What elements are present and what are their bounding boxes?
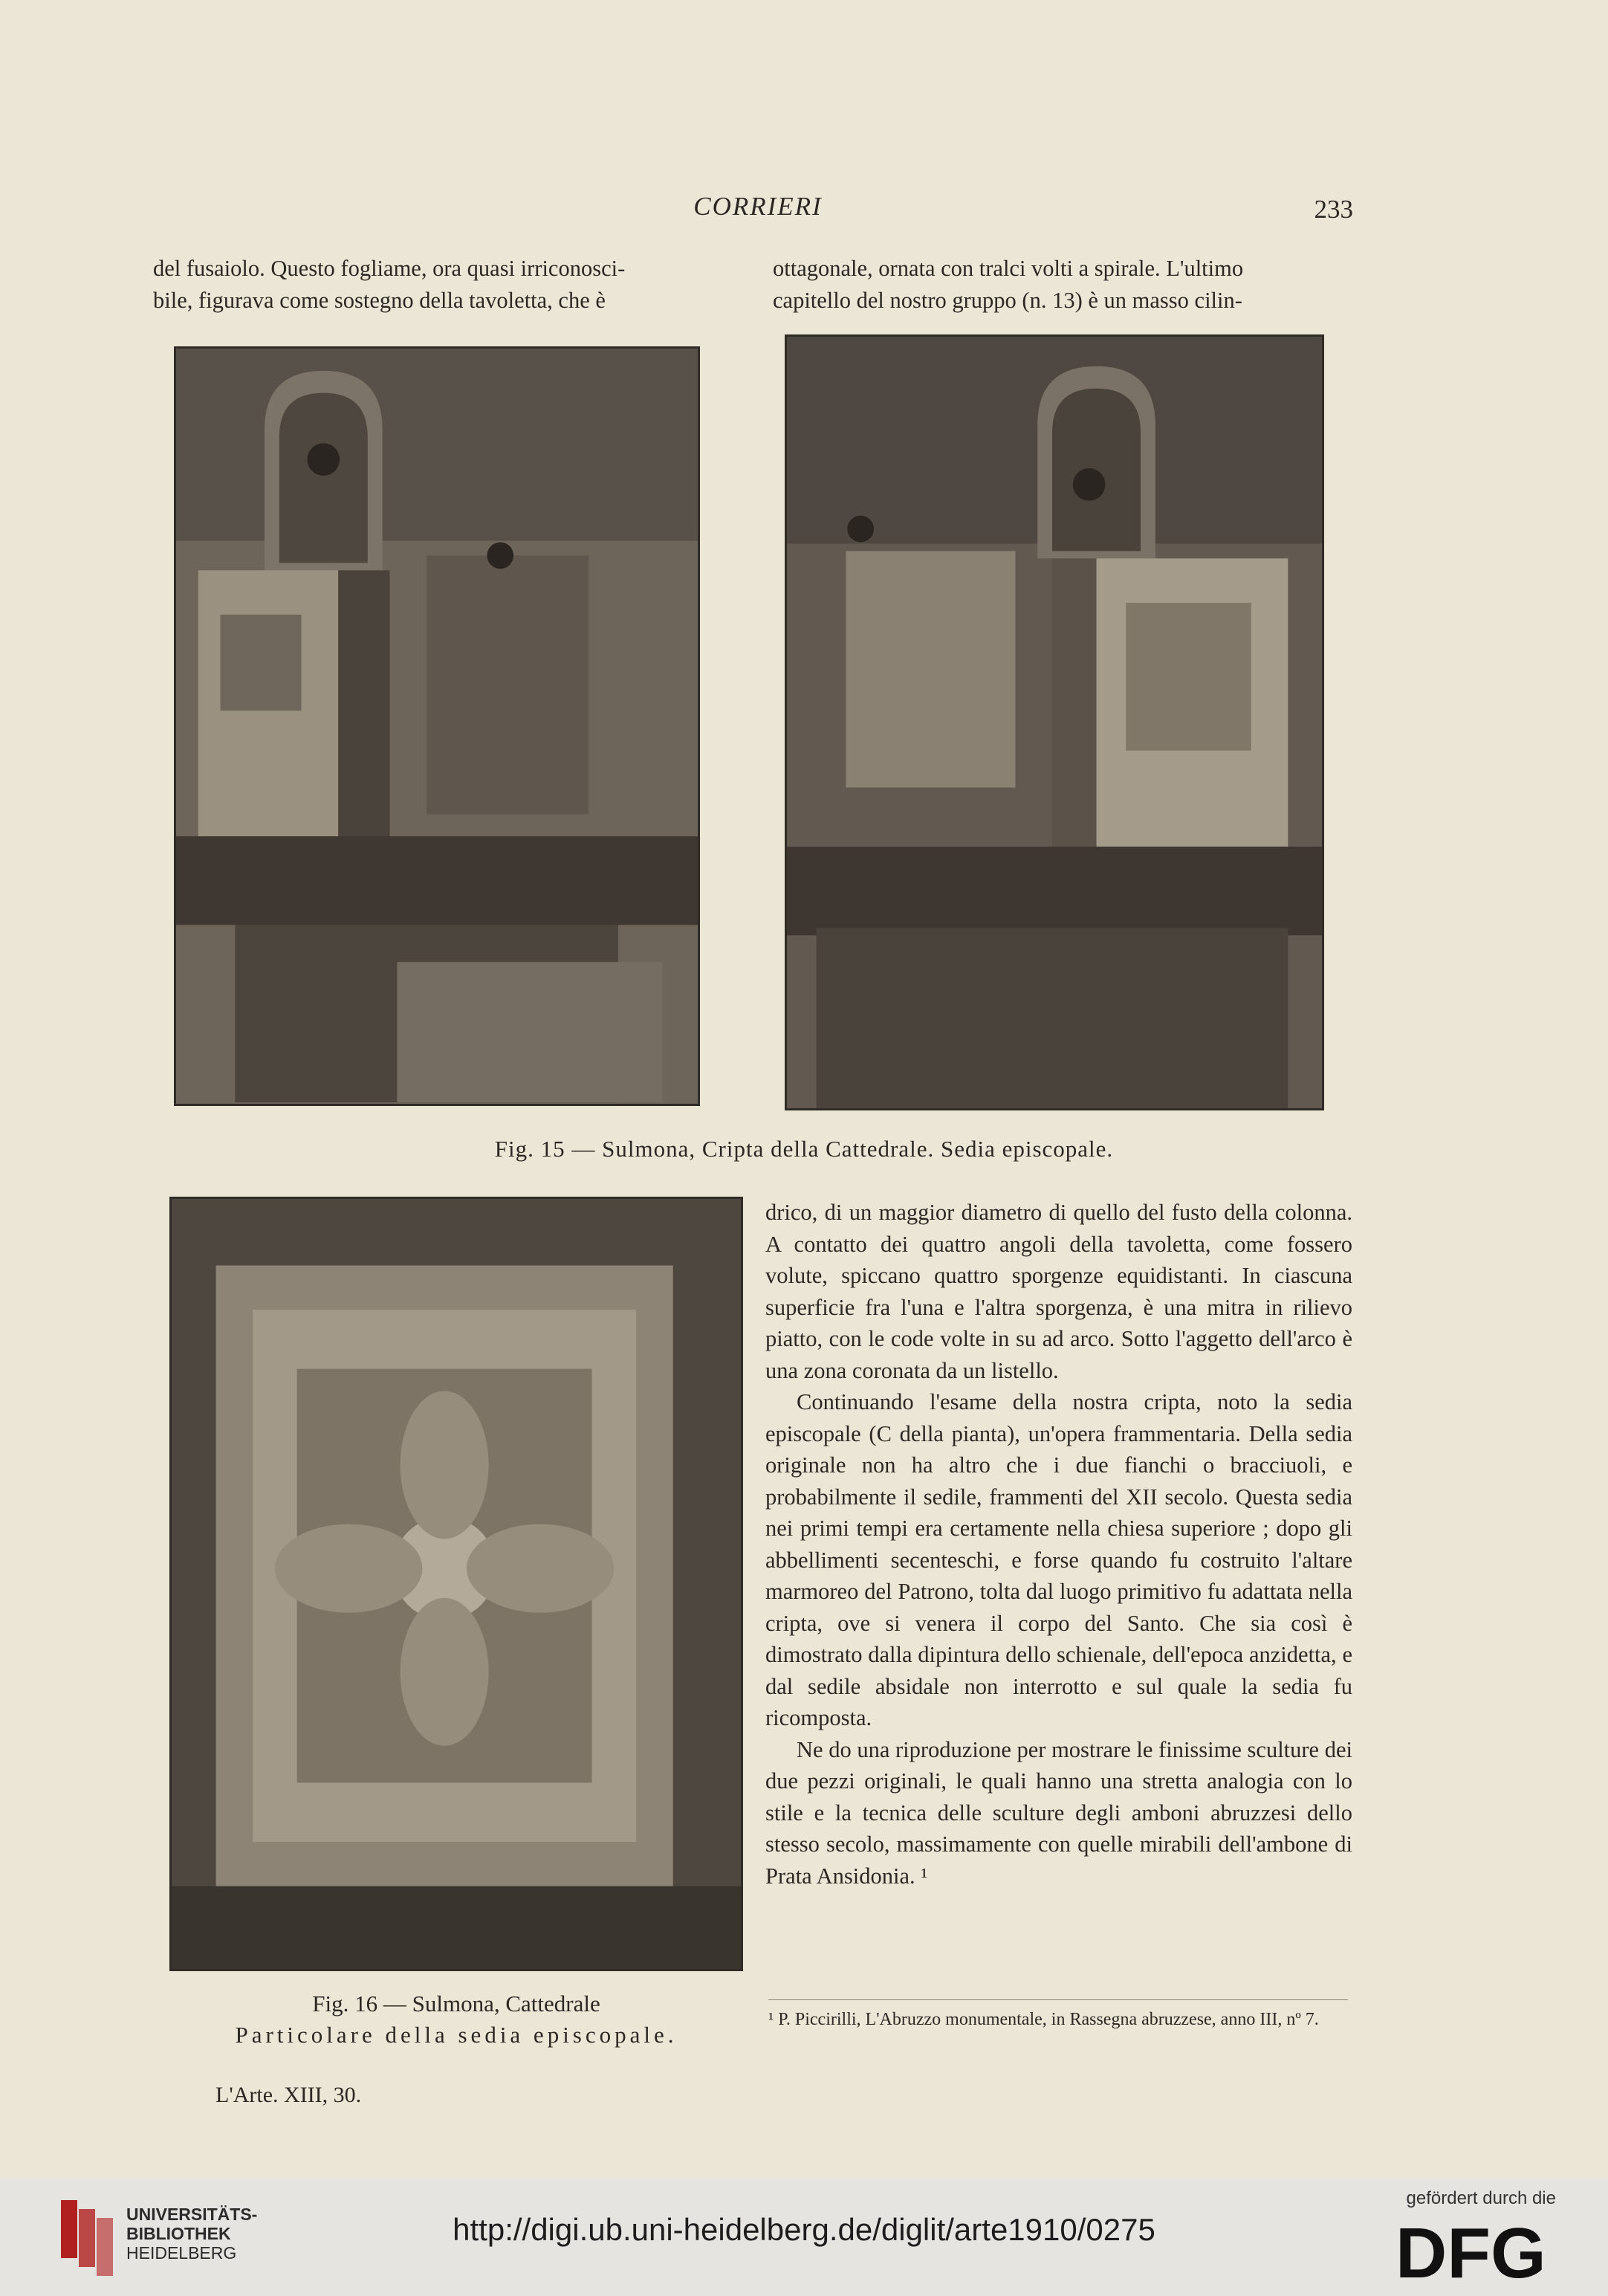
top-left-text [153, 253, 753, 316]
fig15-photo-left [174, 346, 700, 1106]
library-line: UNIVERSITÄTS- [126, 2205, 258, 2224]
page-header [0, 192, 1608, 229]
body-text [765, 1197, 1352, 1892]
dfg-logo-icon [1395, 2213, 1557, 2288]
paragraph: drico, di un maggior diametro di quello del fusto della colonna. A contatto dei quattro angoli della tavoletta, come fossero volute, spiccano quattro sporgenze equidistanti. In ciascuna superficie fra l'una e l'altra sporgenza, è una mitra in rilievo piatto, con le code volte in su ad arco. Sotto l'aggetto dell'arco è una zona coronata da un listello. [765, 1200, 1352, 1383]
fig15-caption: Fig. 15 — Sulmona, Cripta della Cattedrale. Sedia episcopale. [494, 1136, 1114, 1162]
signature-mark: L'Arte. XIII, 30. [215, 2083, 362, 2107]
library-line: HEIDELBERG [126, 2243, 237, 2263]
top-right-text [773, 253, 1354, 316]
fig15-photo-right [785, 334, 1324, 1110]
footer-bar [0, 2178, 1608, 2296]
library-line: BIBLIOTHEK [126, 2224, 231, 2243]
paragraph: Continuando l'esame della nostra cripta, noto la sedia episcopale (C della pianta), un'opera frammentaria. Della sedia originale non ha altro che i due fianchi o bracciuoli, e probabilmente il sedile, frammenti del XII secolo. Questa sedia nei primi tempi era certamente nella chiesa superiore ; dopo gli abbellimenti secenteschi, e forse quando fu costruito l'altare marmoreo del Patrono, tolta dal luogo primitivo fu adattata nella cripta, ove si venera il corpo del Santo. Che sia così è dimostrato dalla dipintura dello schienale, dell'epoca anzidetta, e dal sedile absidale non interrotto e sul quale la sedia fu ricomposta. [765, 1389, 1352, 1730]
fig16-caption-line1: Fig. 16 — Sulmona, Cattedrale [312, 1991, 600, 2017]
text-line: del fusaiolo. Questo fogliame, ora quasi irriconosci- [153, 256, 626, 281]
paragraph: Ne do una riproduzione per mostrare le finissime sculture dei due pezzi originali, le quali hanno una stretta analogia con lo stile e la tecnica delle sculture degli amboni abruzzesi dello stesso secolo, massimamente con quelle mirabili dell'ambone di Prata Ansidonia. ¹ [765, 1736, 1352, 1889]
page-number: 233 [1314, 195, 1353, 224]
fig16-photo [169, 1197, 743, 1971]
text-line: capitello del nostro gruppo (n. 13) è un masso cilin- [773, 287, 1242, 313]
text-line: ottagonale, ornata con tralci volti a spirale. L'ultimo [773, 256, 1244, 281]
running-head: CORRIERI [693, 192, 823, 221]
footnote-rule [768, 1999, 1348, 2000]
text-line: bile, figurava come sostegno della tavoletta, che è [153, 287, 606, 313]
source-url-link[interactable]: http://digi.ub.uni-heidelberg.de/diglit/arte1910/0275 [453, 2212, 1155, 2247]
fig16-caption-line2: Particolare della sedia episcopale. [235, 2022, 678, 2048]
funder-prefix: gefördert durch die [1406, 2188, 1556, 2208]
dfg-logo-text: DFG [1395, 2213, 1546, 2288]
footnote: ¹ P. Piccirilli, L'Abruzzo monumentale, in Rassegna abruzzese, anno III, nº 7. [768, 2010, 1319, 2029]
